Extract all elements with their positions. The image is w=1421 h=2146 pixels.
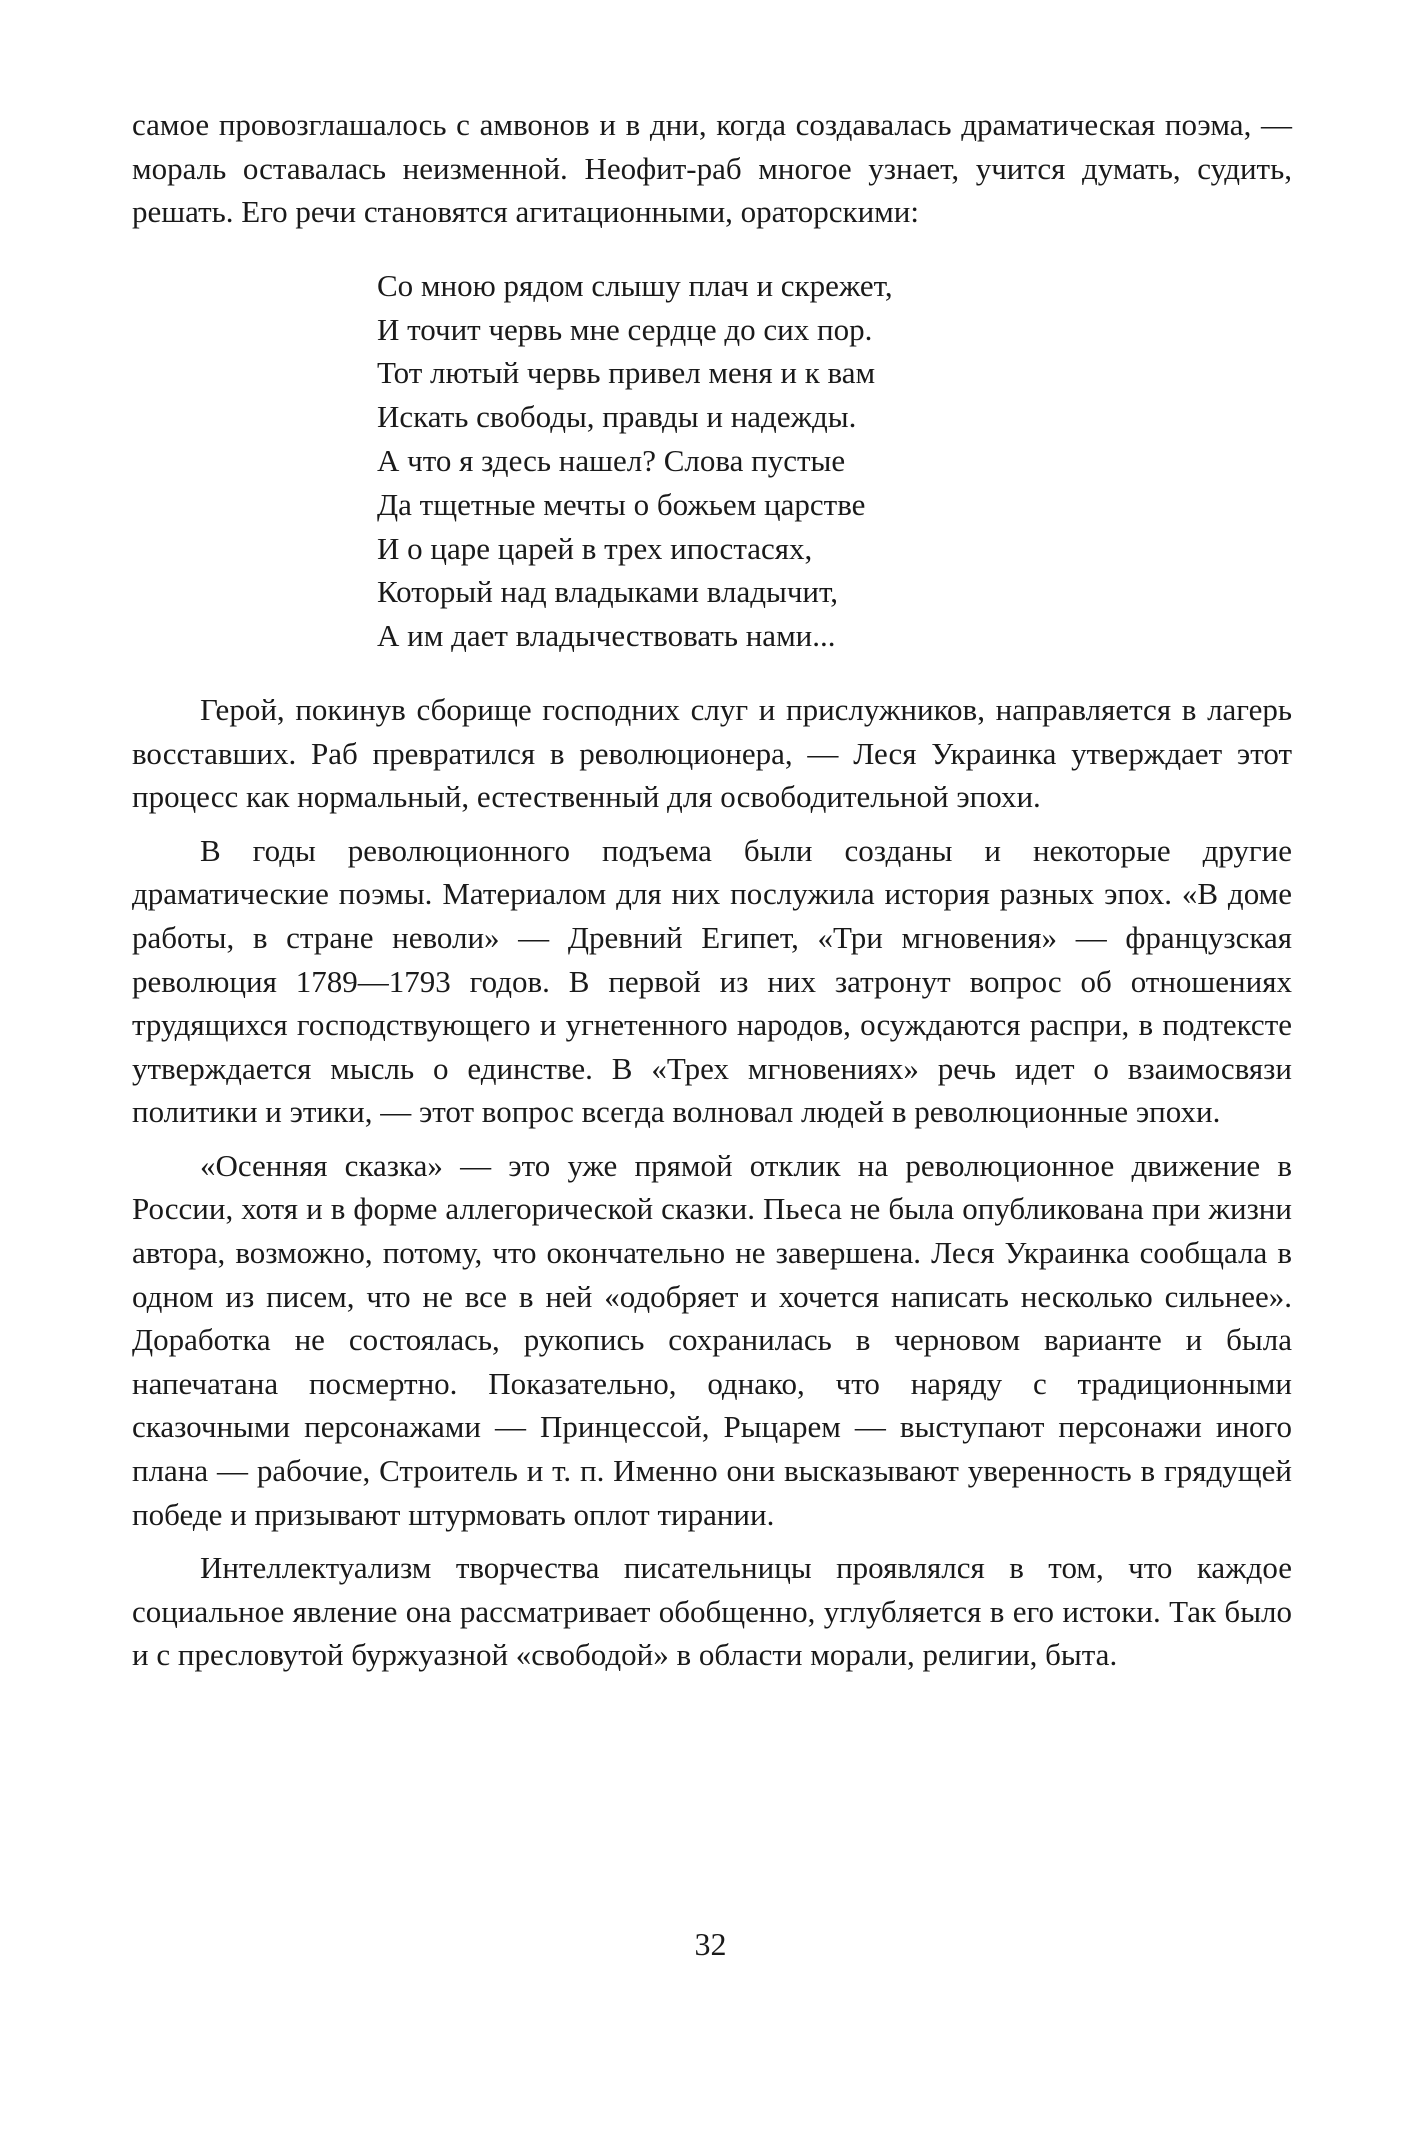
paragraph-hero: Герой, покинув сборище господних слуг и прислужников, направляется в лагерь восставших. Раб превратился в революционера, — Леся Украинка утверждает этот процесс как нормальный, естественный для освободительной эпохи. bbox=[132, 691, 1292, 815]
paragraph-intellectualism: Интеллектуализм творчества писательницы проявлялся в том, что каждое социальное явление она рассматривает обобщенно, углубляется в его истоки. Так было и с пресловутой буржуазной «свободой» в области морали, религии, быта. bbox=[132, 1550, 1292, 1673]
verse-line: А им дает владычествовать нами... bbox=[377, 618, 836, 654]
paragraph-opening: самое провозглашалось с амвонов и в дни, когда создавалась драматическая поэма, — мораль оставалась неизменной. Неофит-раб многое узнает, учится думать, судить, решать. Его речи становятся агитационными, ораторскими: bbox=[132, 107, 1292, 230]
verse-line: Тот лютый червь привел меня и к вам bbox=[377, 355, 876, 391]
verse-line: Со мною рядом слышу плач и скрежет, bbox=[377, 267, 893, 303]
verse-line: И точит червь мне сердце до сих пор. bbox=[377, 311, 873, 347]
paragraph-revolution-years: В годы революционного подъема были созданы и некоторые другие драматические поэмы. Материалом для них послужила история разных эпох. «В доме работы, в стране неволи» — Древний Египет, «Три мгновения» — французская революция 1789—1793 годов. В первой из них затронут вопрос об отношениях трудящихся господствующего и угнетенного народов, осуждаются распри, в подтексте утверждается мысль о единстве. В «Трех мгновениях» речь идет о взаимосвязи политики и этики, — этот вопрос всегда волновал людей в революционные эпохи. bbox=[132, 832, 1292, 1130]
page-body bbox=[132, 103, 1292, 1677]
verse-line: Искать свободы, правды и надежды. bbox=[377, 399, 857, 435]
paragraph-autumn-tale: «Осенняя сказка» — это уже прямой отклик на революционное движение в России, хотя и в форме аллегорической сказки. Пьеса не была опубликована при жизни автора, возможно, потому, что окончательно не завершена. Леся Украинка сообщала в одном из писем, что не все в ней «одобряет и хочется написать несколько сильнее». Доработка не состоялась, рукопись сохранилась в черновом варианте и была напечатана посмертно. Показательно, однако, что наряду с традиционными сказочными персонажами — Принцессой, Рыцарем — выступают персонажи иного плана — рабочие, Строитель и т. п. Именно они высказывают уверенность в грядущей победе и призывают штурмовать оплот тирании. bbox=[132, 1147, 1292, 1532]
verse-line: Да тщетные мечты о божьем царстве bbox=[377, 486, 866, 522]
verse-line: И о царе царей в трех ипостасях, bbox=[377, 530, 813, 566]
verse-quote bbox=[377, 264, 1292, 658]
page-number: 32 bbox=[694, 1926, 727, 1962]
verse-line: А что я здесь нашел? Слова пустые bbox=[377, 442, 846, 478]
verse-line: Который над владыками владычит, bbox=[377, 574, 838, 610]
